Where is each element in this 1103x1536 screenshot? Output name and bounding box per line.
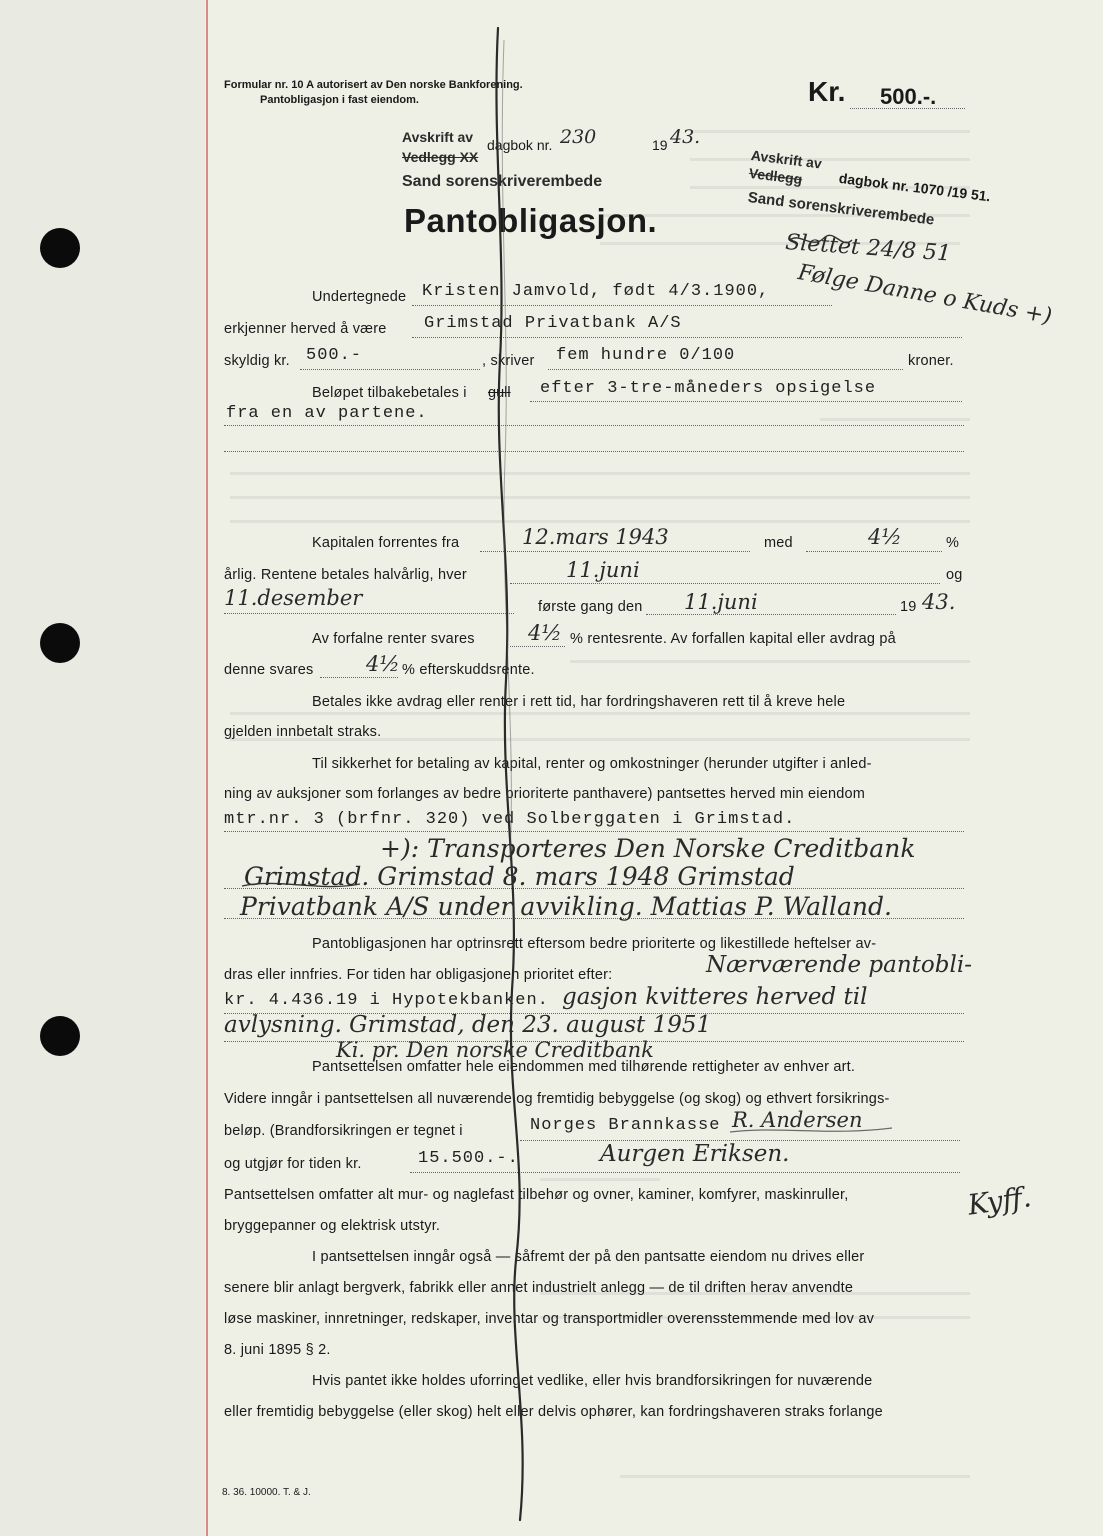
rentesrente-label: % rentesrente. Av forfallen kapital eller avdrag på [570, 631, 896, 647]
folge-note: Følge Danne o Kuds +) [796, 260, 1054, 330]
efterskudd-rate: 4½ [366, 652, 400, 676]
med-label: med [764, 535, 793, 551]
erkjenner-value: Grimstad Privatbank A/S [424, 314, 682, 333]
ogsa-line3: løse maskiner, innretninger, redskaper, inventar og transportmidler overensstemmende med lov av [224, 1311, 875, 1327]
form-header-line1: Formular nr. 10 A autorisert av Den norske Bankforening. [224, 79, 523, 91]
ogsa-line1: I pantsettelsen inngår også — såfremt der på den pantsatte eiendom nu drives eller [312, 1249, 865, 1265]
belopet-value-continued: fra en av partene. [226, 404, 428, 423]
transfer-strike [242, 883, 360, 886]
belopet-struck-word: gull [488, 385, 511, 401]
stamp-dagbok-label: dagbok nr. [487, 137, 553, 153]
av-forfalne-label: Av forfalne renter svares [312, 631, 475, 647]
forste-year-prefix: 19 [900, 599, 917, 615]
cancellation-line [496, 28, 522, 1520]
stamp2-avskrift-label: Avskrift av [750, 147, 823, 172]
utgjor-label: og utgjør for tiden kr. [224, 1156, 362, 1172]
prioritet-line2-label: dras eller innfries. For tiden har obligasjonen prioritet efter: [224, 967, 613, 983]
belop-label: beløp. (Brandforsikringen er tegnet i [224, 1123, 463, 1139]
slettet-note: Slettet 24/8 51 [784, 230, 952, 267]
transfer-line2: Grimstad. Grimstad 8. mars 1948 Grimstad [244, 862, 795, 891]
prioritet-line4-hand: avlysning. Grimstad, den 23. august 1951 [224, 1012, 712, 1038]
ogsa-line2: senere blir anlagt bergverk, fabrikk eller annet industrielt anlegg — de til driften herav anvendte [224, 1280, 854, 1296]
percent-sign: % [946, 535, 960, 551]
date2-value: 11.desember [224, 586, 363, 610]
belopet-label: Beløpet tilbakebetales i [312, 385, 467, 401]
forste-year: 43. [922, 590, 956, 614]
og-label: og [946, 567, 963, 583]
kapitalen-label: Kapitalen forrentes fra [312, 535, 460, 551]
transfer-line3: Privatbank A/S under avvikling. Mattias P. Walland. [240, 892, 892, 921]
signature-underline [730, 1128, 892, 1132]
date1-value: 11.juni [566, 558, 640, 582]
forste-label: første gang den [538, 599, 643, 615]
document-title: Pantobligasjon. [404, 202, 658, 239]
undertegnede-value: Kristen Jamvold, født 4/3.1900, [422, 282, 770, 301]
prioritet-line3-typed: kr. 4.436.19 i Hypotekbanken. [224, 991, 549, 1010]
hvis-line1: Hvis pantet ikke holdes uforringet vedlike, eller hvis brandforsikringen for nuværende [312, 1373, 873, 1389]
betales-line2: gjelden innbetalt straks. [224, 724, 382, 740]
undertegnede-label: Undertegnede [312, 289, 407, 305]
ogsa-line4: 8. juni 1895 § 2. [224, 1342, 331, 1358]
utgjor-value: 15.500.-. [418, 1149, 519, 1168]
eiendom-value: mtr.nr. 3 (brfnr. 320) ved Solberggaten i Grimstad. [224, 810, 796, 829]
sikkerhet-line1: Til sikkerhet for betaling av kapital, renter og omkostninger (herunder utgifter i anled- [312, 756, 872, 772]
transfer-line1: +): Transporteres Den Norske Creditbank [380, 834, 916, 863]
skyldig-amount: 500.- [306, 346, 363, 365]
prioritet-line2-hand: Nærværende pantobli- [706, 952, 972, 978]
belopet-value: efter 3-tre-måneders opsigelse [540, 379, 877, 398]
arlig-label: årlig. Rentene betales halvårlig, hver [224, 567, 467, 583]
rate-value: 4½ [868, 525, 902, 549]
betales-line1: Betales ikke avdrag eller renter i rett tid, har fordringshaveren rett til å kreve hele [312, 694, 846, 710]
stamp-office: Sand sorenskriverembede [402, 173, 603, 190]
efterskudd-label: % efterskuddsrente. [402, 662, 535, 678]
utgjor-hand: Aurgen Eriksen. [600, 1141, 790, 1167]
videre-line: Videre inngår i pantsettelsen all nuværende og fremtidig bebyggelse (og skog) og ethvert forsikrings- [224, 1091, 890, 1107]
kr-label: Kr. [808, 76, 846, 107]
cancellation-line-shadow [502, 40, 511, 860]
belop-value: Norges Brannkasse [530, 1116, 721, 1135]
kr-amount: 500.-. [880, 84, 937, 109]
omfatter-line1: Pantsettelsen omfatter alt mur- og naglefast tilbehør og ovner, kaminer, komfyrer, maskinruller, [224, 1187, 849, 1203]
stamp2-dagbok: dagbok nr. 1070 /19 51. [838, 169, 992, 205]
omfatter-line2: bryggepanner og elektrisk utstyr. [224, 1218, 441, 1234]
prioritet-line5-hand: Ki. pr. Den norske Creditbank [336, 1038, 654, 1062]
belop-hand: R. Andersen [732, 1108, 863, 1132]
hvis-line2: eller fremtidig bebyggelse (eller skog) helt eller delvis ophører, kan fordringshaveren straks forlange [224, 1404, 883, 1420]
stamp-avskrift-label: Avskrift av [402, 129, 474, 145]
stamp-dagbok-number: 230 [560, 126, 597, 148]
stamp-year: 43. [670, 126, 701, 148]
skriver-value: fem hundre 0/100 [556, 346, 736, 365]
form-header-line2: Pantobligasjon i fast eiendom. [260, 94, 419, 106]
pantsettelsen-line1: Pantsettelsen omfatter hele eiendommen med tilhørende rettigheter av enhver art. [312, 1059, 856, 1075]
stamp-vedlegg-label: Vedlegg XX [402, 149, 479, 165]
skriver-label: , skriver [482, 353, 535, 369]
slettet-scribble [790, 235, 852, 242]
footer-code: 8. 36. 10000. T. & J. [222, 1487, 311, 1498]
skyldig-label: skyldig kr. [224, 353, 290, 369]
prioritet-line1: Pantobligasjonen har optrinsrett eftersom bedre prioriterte og likestillede heftelser av- [312, 936, 877, 952]
rentesrente-rate: 4½ [528, 621, 562, 645]
sikkerhet-line2: ning av auksjoner som forlanges av bedre prioriterte panthavere) pantsettes herved min eiendom [224, 786, 866, 802]
kapitalen-date: 12.mars 1943 [522, 525, 669, 549]
erkjenner-label: erkjenner herved å være [224, 321, 387, 337]
stamp2-vedlegg-label: Vedlegg [747, 164, 804, 188]
prioritet-line3-hand: gasjon kvitteres herved til [562, 984, 868, 1010]
kroner-label: kroner. [908, 353, 954, 369]
stamp2-office: Sand sorenskriverembede [746, 188, 936, 229]
denne-label: denne svares [224, 662, 314, 678]
forste-date: 11.juni [684, 590, 758, 614]
stamp-year-prefix: 19 [652, 137, 668, 153]
initials: Kyff. [965, 1180, 1034, 1222]
